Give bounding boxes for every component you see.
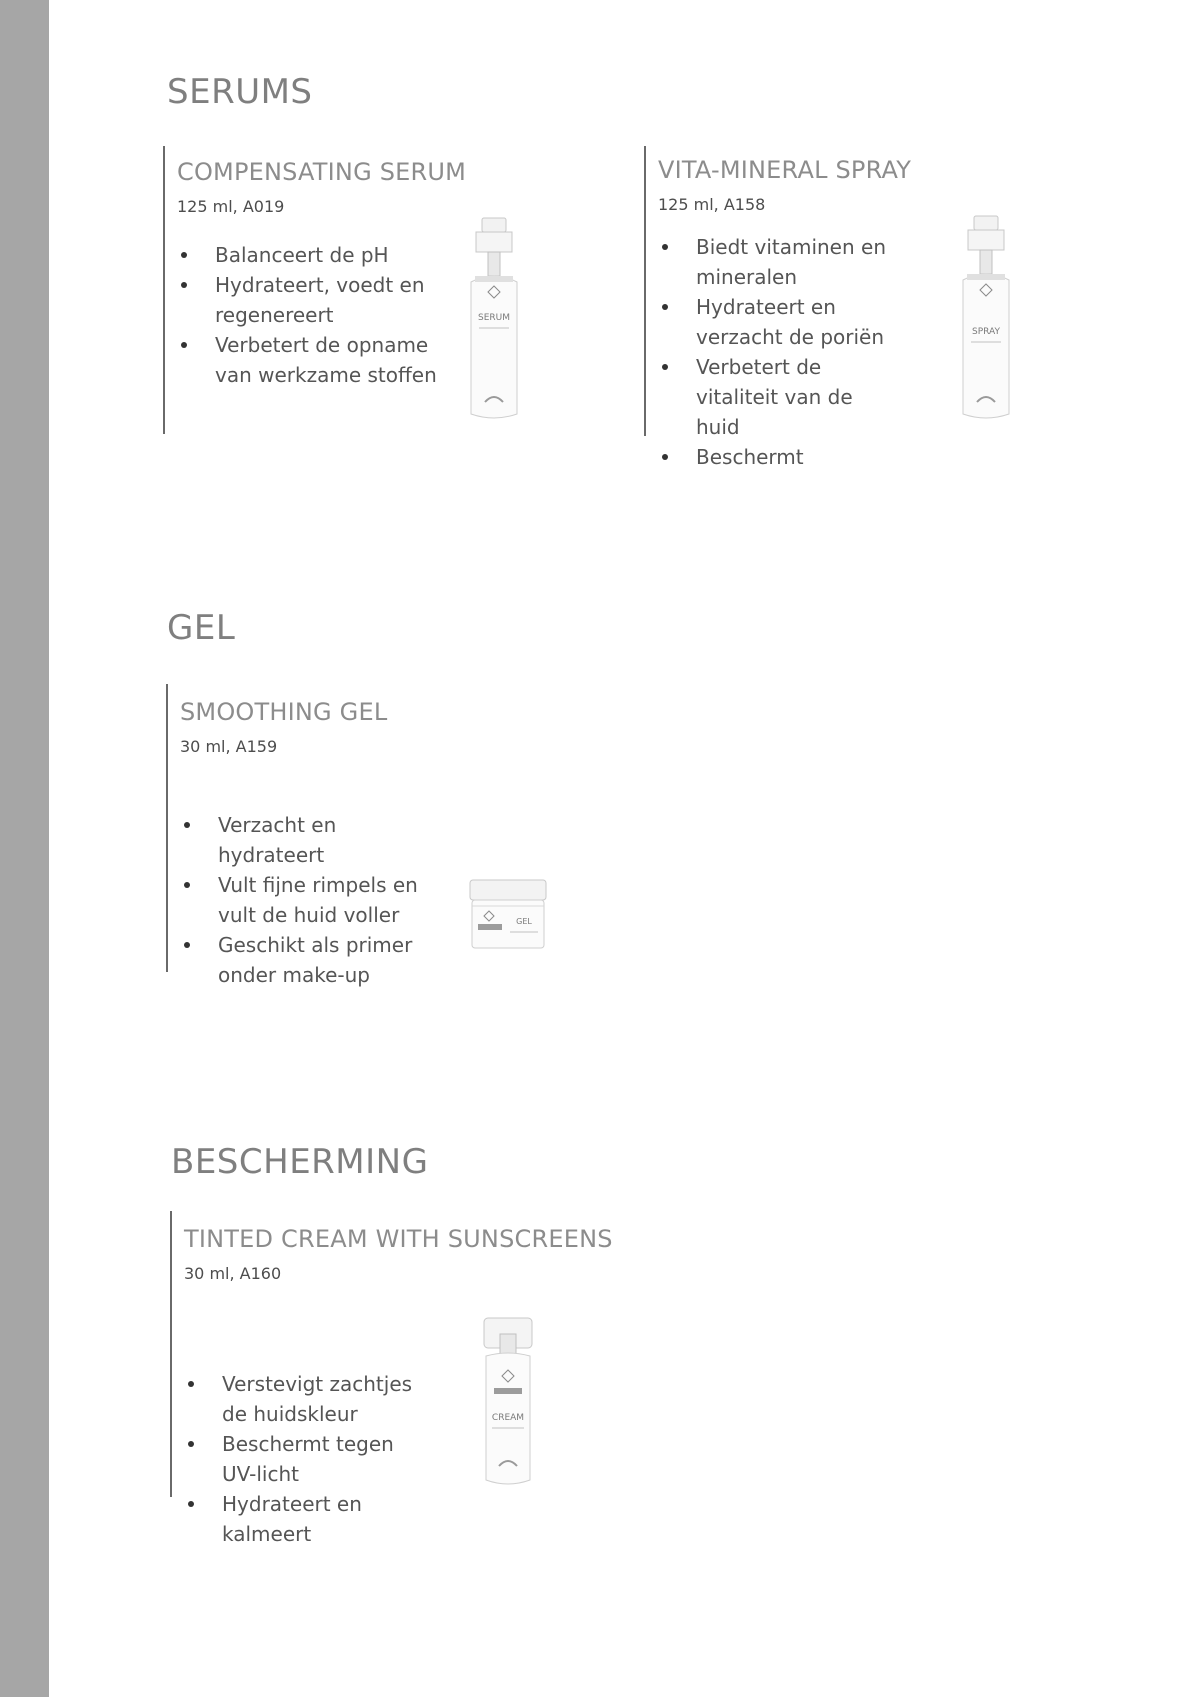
product-meta: 30 ml, A160 xyxy=(184,1264,282,1283)
product-tinted-cream xyxy=(170,1211,632,1546)
benefit-list xyxy=(184,1369,434,1549)
serum-spray-bottle-icon xyxy=(463,216,525,426)
list-item: Verstevigt zachtjes de huidskleur xyxy=(184,1369,434,1429)
cream-pump-bottle-icon xyxy=(478,1316,538,1492)
product-meta: 125 ml, A158 xyxy=(658,195,766,214)
list-item: Biedt vitaminen en mineralen xyxy=(658,232,896,292)
side-bar xyxy=(0,0,49,1697)
section-title-serums: SERUMS xyxy=(167,72,313,112)
gel-jar-icon xyxy=(466,876,550,956)
list-item: Hydrateert en verzacht de poriën xyxy=(658,292,896,352)
list-item: Hydrateert, voedt en regenereert xyxy=(177,270,447,330)
list-item: Hydrateert en kalmeert xyxy=(184,1489,434,1549)
product-vita-mineral-spray xyxy=(644,146,976,469)
list-item: Verzacht en hydrateert xyxy=(180,810,420,870)
product-name: COMPENSATING SERUM xyxy=(177,158,467,186)
list-item: Verbetert de vitaliteit van de huid xyxy=(658,352,896,442)
benefit-list xyxy=(658,232,896,472)
product-image-label: GEL xyxy=(516,917,532,926)
product-smoothing-gel xyxy=(166,684,488,987)
list-item: Beschermt xyxy=(658,442,896,472)
benefit-list xyxy=(177,240,447,390)
product-name: SMOOTHING GEL xyxy=(180,698,388,726)
spray-bottle-icon xyxy=(955,214,1017,426)
product-name: VITA-MINERAL SPRAY xyxy=(658,156,912,184)
product-name: TINTED CREAM WITH SUNSCREENS xyxy=(184,1225,613,1253)
product-compensating-serum xyxy=(163,146,485,434)
section-title-gel: GEL xyxy=(167,608,236,648)
list-item: Geschikt als primer onder make-up xyxy=(180,930,420,990)
product-image-label: SPRAY xyxy=(972,327,1000,337)
product-image-label: CREAM xyxy=(491,1413,525,1423)
product-meta: 30 ml, A159 xyxy=(180,737,278,756)
list-item: Balanceert de pH xyxy=(177,240,447,270)
product-image-label: SERUM xyxy=(477,313,511,323)
benefit-list xyxy=(180,810,420,990)
product-meta: 125 ml, A019 xyxy=(177,197,285,216)
section-title-bescherming: BESCHERMING xyxy=(171,1142,429,1182)
list-item: Verbetert de opname van werkzame stoffen xyxy=(177,330,447,390)
list-item: Vult fijne rimpels en vult de huid voller xyxy=(180,870,420,930)
list-item: Beschermt tegen UV-licht xyxy=(184,1429,434,1489)
